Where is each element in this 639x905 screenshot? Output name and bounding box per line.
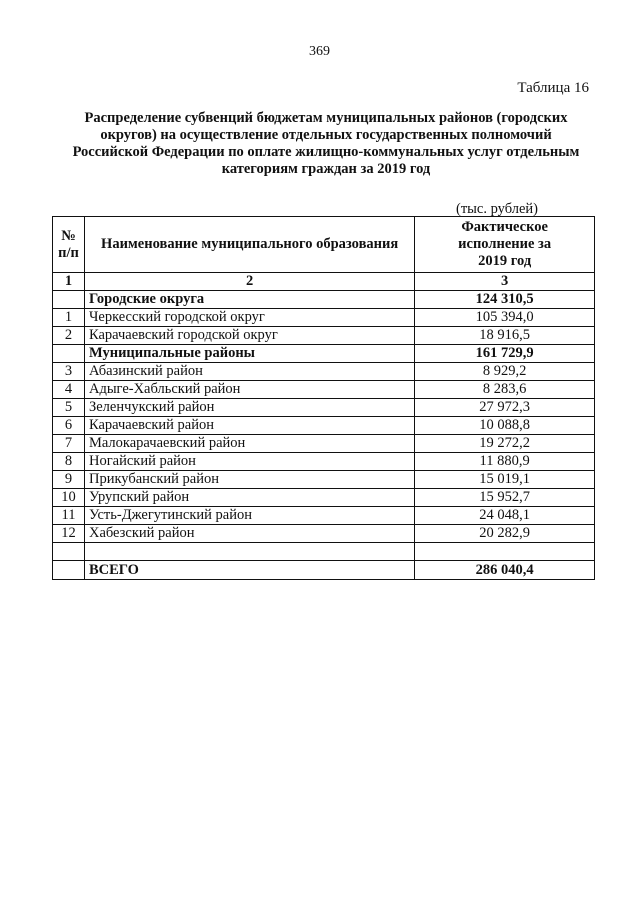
table-row [53,435,595,453]
table-row [53,453,595,471]
row-value: 19 272,2 [415,435,595,453]
table-row [53,525,595,543]
row-name: Прикубанский район [84,471,414,489]
table-row [53,327,595,345]
row-name: Хабезский район [84,525,414,543]
table-row [53,309,595,327]
row-name: Урупский район [84,489,414,507]
row-value: 27 972,3 [415,399,595,417]
header-value: Фактическое исполнение за 2019 год [415,217,595,273]
header-name: Наименование муниципального образования [84,217,414,273]
row-name: ВСЕГО [84,561,414,580]
table-header-row [53,217,595,273]
column-index: 2 [84,273,414,291]
title-line: категориям граждан за 2019 год [221,161,431,177]
row-number: 9 [53,471,85,489]
row-name: Абазинский район [84,363,414,381]
table-row [53,399,595,417]
row-value: 24 048,1 [415,507,595,525]
row-number: 7 [53,435,85,453]
row-number [53,345,85,363]
table-label: Таблица 16 [517,80,589,96]
row-name: Городские округа [84,291,414,309]
row-value: 124 310,5 [415,291,595,309]
table-row [53,417,595,435]
row-name: Карачаевский район [84,417,414,435]
row-number: 6 [53,417,85,435]
row-value: 15 952,7 [415,489,595,507]
row-number [53,291,85,309]
table-row [53,471,595,489]
row-number: 1 [53,309,85,327]
row-value: 286 040,4 [415,561,595,580]
row-number [53,561,85,580]
row-value: 8 283,6 [415,381,595,399]
table-row [53,381,595,399]
column-index: 3 [415,273,595,291]
row-value: 161 729,9 [415,345,595,363]
row-name: Ногайский район [84,453,414,471]
row-name: Малокарачаевский район [84,435,414,453]
row-number: 10 [53,489,85,507]
row-number: 3 [53,363,85,381]
row-number: 5 [53,399,85,417]
row-name: Черкесский городской округ [84,309,414,327]
row-number [53,543,85,561]
row-value: 11 880,9 [415,453,595,471]
row-name: Адыге-Хабльский район [84,381,414,399]
row-number: 4 [53,381,85,399]
title-line: Распределение субвенций бюджетам муниципальных районов (городских [84,110,568,126]
row-number: 8 [53,453,85,471]
row-value: 20 282,9 [415,525,595,543]
table-row [53,507,595,525]
row-number: 12 [53,525,85,543]
table-row-empty [53,543,595,561]
row-name: Усть-Джегутинский район [84,507,414,525]
title-line: округов) на осуществление отдельных государственных полномочий [100,127,552,143]
row-name [84,543,414,561]
subvention-table [52,216,595,580]
row-name: Зеленчукский район [84,399,414,417]
title-line: Российской Федерации по оплате жилищно-коммунальных услуг отдельным [72,144,580,160]
row-number: 11 [53,507,85,525]
row-value: 15 019,1 [415,471,595,489]
table-row [53,363,595,381]
document-title [58,110,594,178]
column-index: 1 [53,273,85,291]
table-row [53,291,595,309]
table-row-total [53,561,595,580]
row-name: Карачаевский городской округ [84,327,414,345]
row-value [415,543,595,561]
page-number: 369 [309,44,330,59]
row-name: Муниципальные районы [84,345,414,363]
units-label: (тыс. рублей) [456,201,538,217]
row-number: 2 [53,327,85,345]
table-row [53,489,595,507]
row-value: 18 916,5 [415,327,595,345]
column-index-row [53,273,595,291]
row-value: 8 929,2 [415,363,595,381]
row-value: 10 088,8 [415,417,595,435]
row-value: 105 394,0 [415,309,595,327]
header-number: № п/п [53,217,85,273]
table-row [53,345,595,363]
